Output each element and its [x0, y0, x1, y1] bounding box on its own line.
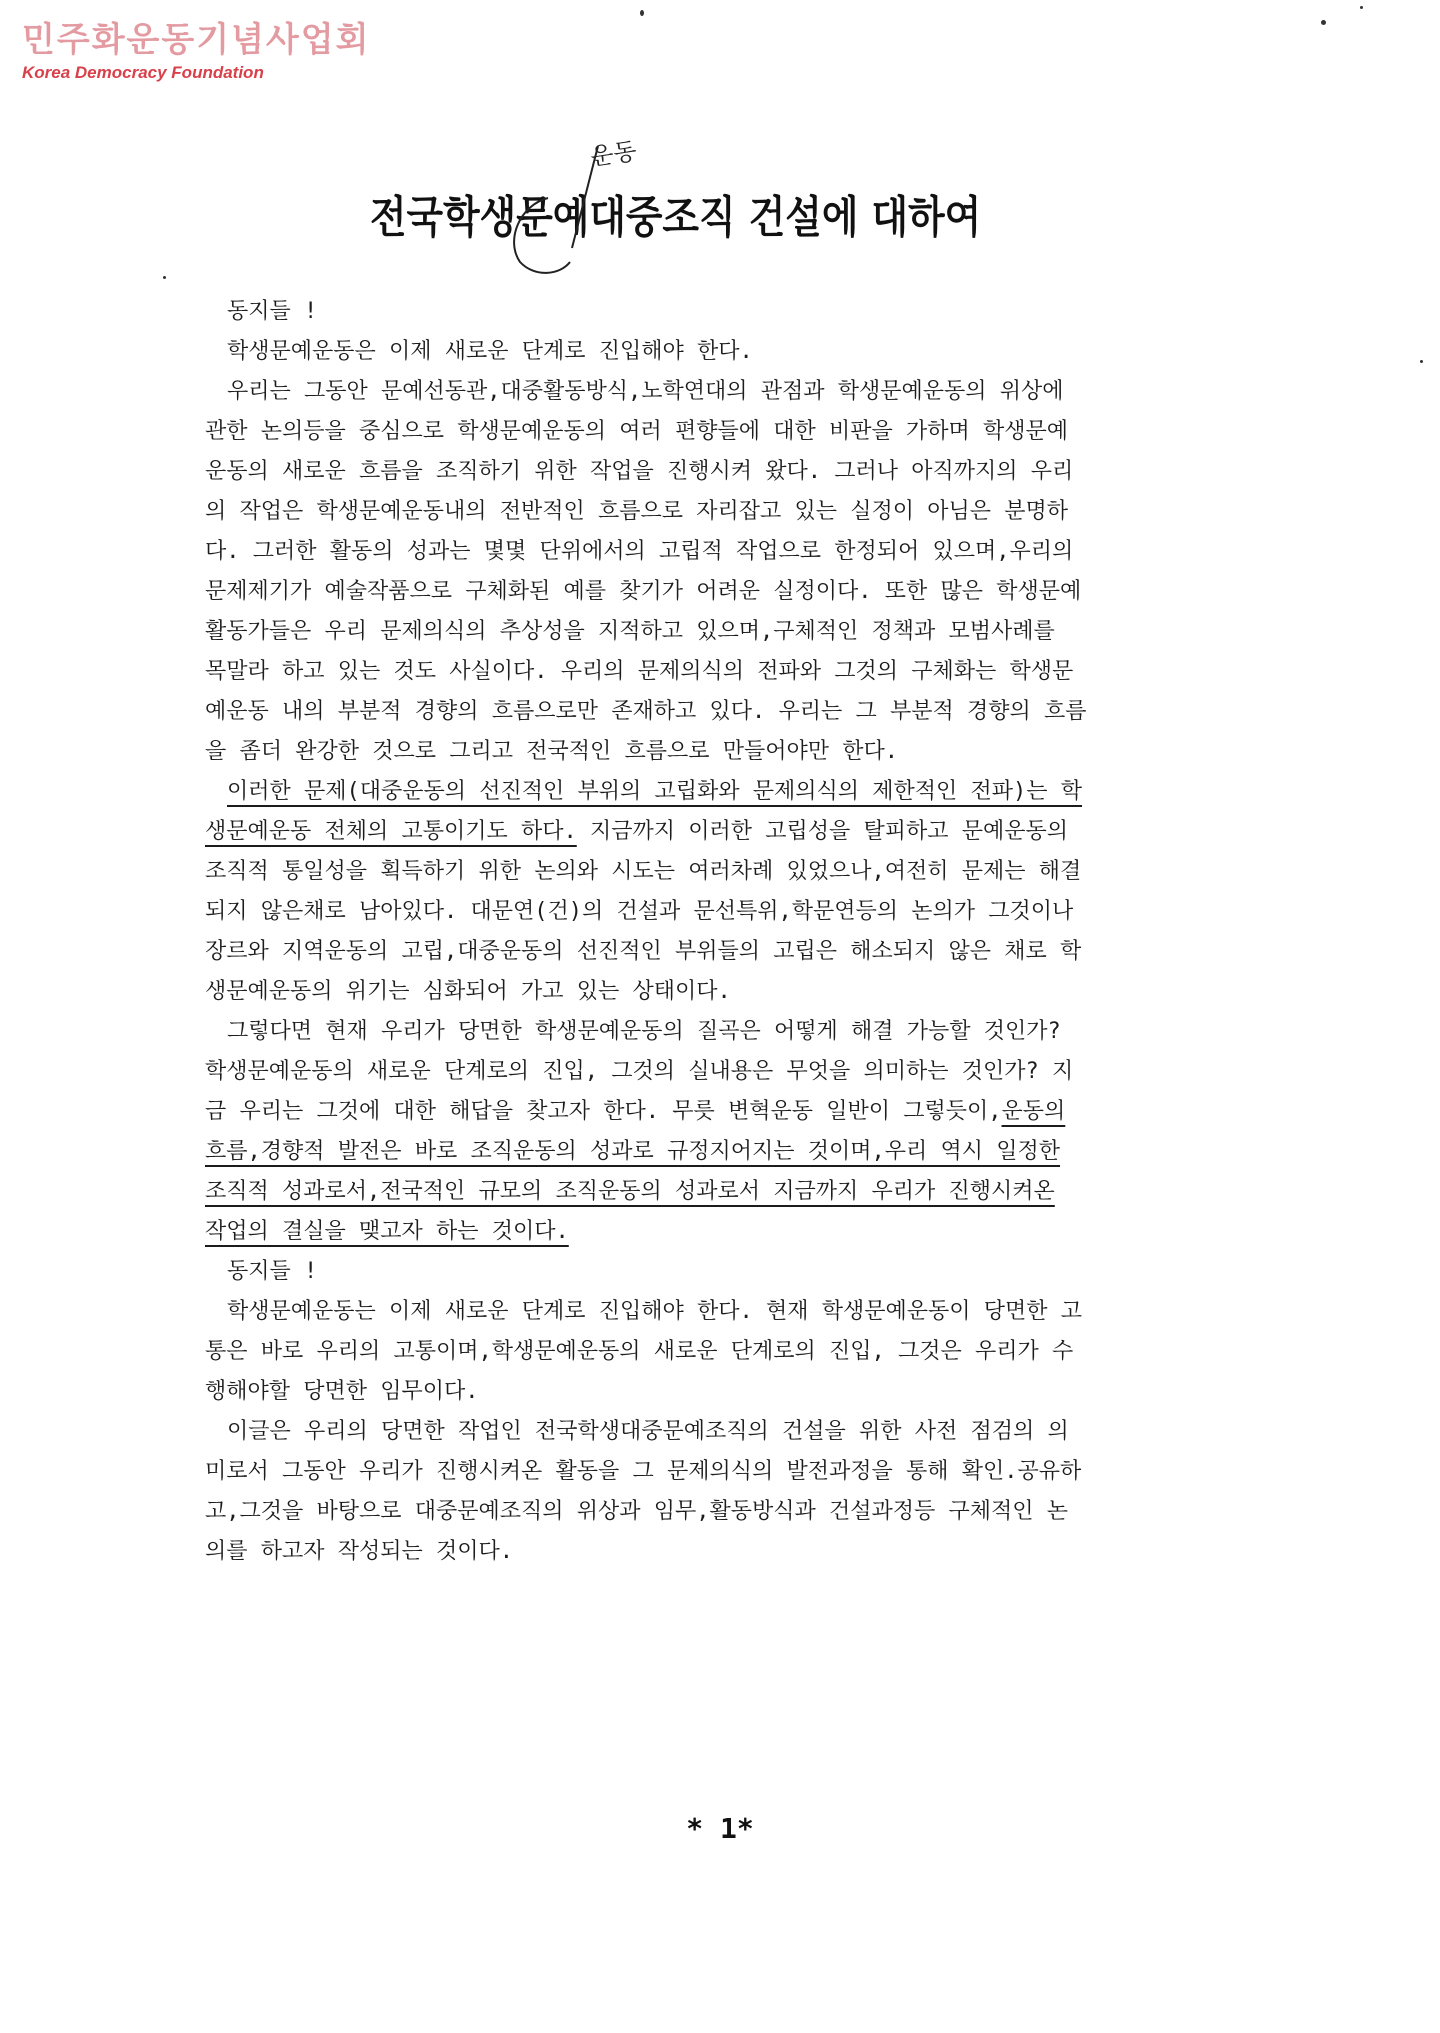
text-line-content	[205, 1412, 1069, 1452]
text-segment: 목말라 하고 있는 것도 사실이다. 우리의 문제의식의 전파와 그것의 구체화는 학생문	[205, 659, 1074, 684]
text-line-content	[205, 1172, 1055, 1212]
handwritten-insertion: 운동	[588, 136, 639, 172]
text-segment: 운동의	[1001, 1099, 1066, 1124]
text-segment: 되지 않은채로 남아있다. 대문연(건)의 건설과 문선특위,학문연등의 논의가 그것이나	[205, 899, 1074, 924]
text-line	[205, 1492, 1255, 1532]
text-line-content	[205, 1252, 317, 1292]
document-title: 전국학생문예대중조직 건설에 대하여	[370, 192, 982, 243]
text-line	[205, 732, 1255, 772]
text-line-content	[205, 532, 1073, 572]
text-segment: 동지들 !	[227, 1259, 318, 1284]
text-line	[205, 812, 1255, 852]
text-line	[205, 1292, 1255, 1332]
text-segment: 운동의 새로운 흐름을 조직하기 위한 작업을 진행시켜 왔다. 그러나 아직까지의 우리	[205, 459, 1074, 484]
text-segment: 흐름,경향적 발전은 바로 조직운동의 성과로 규정지어지는 것이며,우리 역시 일정한	[205, 1139, 1061, 1164]
text-line-content	[205, 292, 317, 332]
text-line-content	[205, 932, 1081, 972]
text-line	[205, 1012, 1255, 1052]
text-line-content	[205, 452, 1073, 492]
text-line	[205, 1332, 1255, 1372]
text-segment: 작업의 결실을 맺고자 하는 것이다.	[205, 1219, 569, 1244]
text-line	[205, 532, 1255, 572]
text-segment: 행해야할 당면한 임무이다.	[205, 1379, 479, 1404]
text-line	[205, 1132, 1255, 1172]
text-line-content	[205, 492, 1068, 532]
text-line	[205, 772, 1255, 812]
handwritten-correction-mark	[0, 0, 1440, 300]
text-line-content	[205, 1132, 1060, 1172]
text-line	[205, 652, 1255, 692]
text-line	[205, 972, 1255, 1012]
scan-speck	[640, 10, 644, 16]
text-line	[205, 852, 1255, 892]
text-line	[205, 612, 1255, 652]
text-line-content	[205, 1492, 1068, 1532]
scan-speck	[1321, 20, 1326, 25]
text-line-content	[205, 1052, 1073, 1092]
text-line-content	[205, 812, 1068, 852]
text-segment: 미로서 그동안 우리가 진행시켜온 활동을 그 문제의식의 발전과정을 통해 확인.공유하	[205, 1459, 1082, 1484]
text-line-content	[205, 1092, 1065, 1132]
text-line-content	[205, 412, 1068, 452]
text-line-content	[205, 1012, 1061, 1052]
text-line	[205, 332, 1255, 372]
text-line	[205, 1532, 1255, 1572]
text-line-content	[205, 612, 1055, 652]
scan-speck	[1420, 360, 1423, 363]
text-segment: 우리는 그동안 문예선동관,대중활동방식,노학연대의 관점과 학생문예운동의 위상에	[227, 379, 1064, 404]
text-line	[205, 292, 1255, 332]
text-segment: 조직적 통일성을 획득하기 위한 논의와 시도는 여러차례 있었으나,여전히 문제는 해결	[205, 859, 1082, 884]
document-body	[205, 292, 1255, 1572]
text-segment: 다. 그러한 활동의 성과는 몇몇 단위에서의 고립적 작업으로 한정되어 있으며,우리의	[205, 539, 1074, 564]
text-line	[205, 1412, 1255, 1452]
text-line	[205, 372, 1255, 412]
text-line-content	[205, 1452, 1081, 1492]
text-segment: 학생문예운동은 이제 새로운 단계로 진입해야 한다.	[227, 339, 753, 364]
text-line	[205, 692, 1255, 732]
text-line-content	[205, 1292, 1082, 1332]
text-segment: 생문예운동의 위기는 심화되어 가고 있는 상태이다.	[205, 979, 731, 1004]
text-segment: 예운동 내의 부분적 경향의 흐름으로만 존재하고 있다. 우리는 그 부분적 경향의 흐름	[205, 699, 1087, 724]
page-number: * 1*	[686, 1812, 754, 1845]
text-line-content	[205, 972, 731, 1012]
text-segment: 의를 하고자 작성되는 것이다.	[205, 1539, 514, 1564]
text-line	[205, 932, 1255, 972]
watermark-english: Korea Democracy Foundation	[22, 63, 264, 82]
text-segment: 지금까지 이러한 고립성을 탈피하고 문예운동의	[576, 819, 1069, 844]
text-line	[205, 1212, 1255, 1252]
text-line-content	[205, 852, 1081, 892]
text-line-content	[205, 1212, 569, 1252]
text-line-content	[205, 372, 1064, 412]
text-line	[205, 492, 1255, 532]
text-segment: 학생문예운동는 이제 새로운 단계로 진입해야 한다. 현재 학생문예운동이 당면한 고	[227, 1299, 1083, 1324]
text-line-content	[205, 1372, 479, 1412]
text-line	[205, 1252, 1255, 1292]
text-line	[205, 1172, 1255, 1212]
text-segment: 문제제기가 예술작품으로 구체화된 예를 찾기가 어려운 실정이다. 또한 많은 학생문예	[205, 579, 1082, 604]
scan-speck	[163, 276, 166, 279]
text-line-content	[205, 652, 1073, 692]
text-line	[205, 1052, 1255, 1092]
text-segment: 장르와 지역운동의 고립,대중운동의 선진적인 부위들의 고립은 해소되지 않은 채로 학	[205, 939, 1082, 964]
text-segment: 관한 논의등을 중심으로 학생문예운동의 여러 편향들에 대한 비판을 가하며 학생문예	[205, 419, 1069, 444]
text-line-content	[205, 1332, 1073, 1372]
text-line-content	[205, 332, 753, 372]
text-line-content	[205, 892, 1073, 932]
text-line-content	[205, 572, 1081, 612]
text-segment: 고,그것을 바탕으로 대중문예조직의 위상과 임무,활동방식과 건설과정등 구체적인 논	[205, 1499, 1069, 1524]
text-line-content	[205, 732, 898, 772]
text-line-content	[205, 1532, 513, 1572]
text-segment: 의 작업은 학생문예운동내의 전반적인 흐름으로 자리잡고 있는 실정이 아님은 분명하	[205, 499, 1069, 524]
text-line-content	[205, 772, 1082, 812]
text-line	[205, 572, 1255, 612]
text-line	[205, 412, 1255, 452]
text-line	[205, 1452, 1255, 1492]
text-line	[205, 892, 1255, 932]
text-segment: 금 우리는 그것에 대한 해답을 찾고자 한다. 무릇 변혁운동 일반이 그렇듯이,	[205, 1099, 1002, 1124]
text-segment: 활동가들은 우리 문제의식의 추상성을 지적하고 있으며,구체적인 정책과 모범사례를	[205, 619, 1055, 644]
text-line	[205, 452, 1255, 492]
watermark-korean: 민주화운동기념사업회	[22, 20, 371, 60]
text-line	[205, 1372, 1255, 1412]
scan-speck	[1360, 6, 1363, 9]
text-line	[205, 1092, 1255, 1132]
text-segment: 이러한 문제(대중운동의 선진적인 부위의 고립화와 문제의식의 제한적인 전파)는 학	[227, 779, 1083, 804]
text-segment: 을 좀더 완강한 것으로 그리고 전국적인 흐름으로 만들어야만 한다.	[205, 739, 899, 764]
text-segment: 이글은 우리의 당면한 작업인 전국학생대중문예조직의 건설을 위한 사전 점검의 의	[227, 1419, 1069, 1444]
text-segment: 그렇다면 현재 우리가 당면한 학생문예운동의 질곡은 어떻게 해결 가능할 것인가?	[227, 1019, 1061, 1044]
text-segment: 학생문예운동의 새로운 단계로의 진입, 그것의 실내용은 무엇을 의미하는 것인가? 지	[205, 1059, 1074, 1084]
text-segment: 통은 바로 우리의 고통이며,학생문예운동의 새로운 단계로의 진입, 그것은 우리가 수	[205, 1339, 1074, 1364]
text-segment: 조직적 성과로서,전국적인 규모의 조직운동의 성과로서 지금까지 우리가 진행시켜온	[205, 1179, 1055, 1204]
text-segment: 동지들 !	[227, 299, 318, 324]
text-segment: 생문예운동 전체의 고통이기도 하다.	[205, 819, 577, 844]
text-line-content	[205, 692, 1087, 732]
